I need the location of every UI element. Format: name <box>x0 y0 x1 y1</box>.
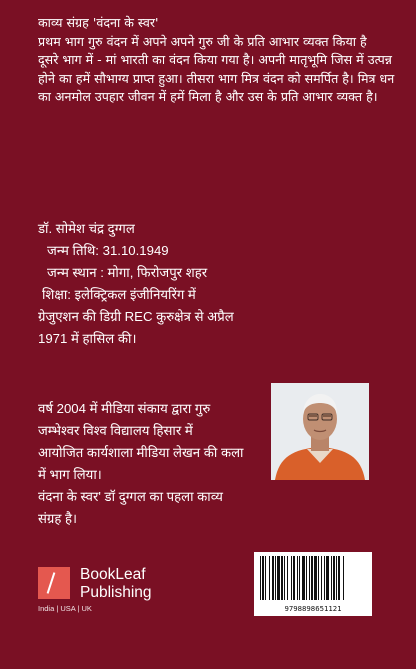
barcode-bars <box>258 556 368 602</box>
date-of-birth: जन्म तिथि: 31.10.1949 <box>47 243 169 258</box>
isbn-number: 9798898651121 <box>284 604 342 613</box>
publisher-logo <box>38 567 198 615</box>
publisher-name <box>80 566 152 602</box>
publisher-name-line-2: Publishing <box>80 584 152 601</box>
author-name: डॉ. सोमेश चंद्र दुग्गल <box>38 221 135 236</box>
intro-text <box>38 14 398 107</box>
media-line-3: आयोजित कार्यशाला मीडिया लेखन की कला <box>38 445 244 460</box>
education-line-1: शिक्षा: इलेक्ट्रिकल इंजीनियरिंग में <box>42 287 196 302</box>
isbn-barcode <box>254 552 372 616</box>
intro-line-1: काव्य संग्रह 'वंदना के स्वर' <box>38 15 159 30</box>
birthplace: जन्म स्थान : मोगा, फिरोजपुर शहर <box>47 265 208 280</box>
author-photo <box>271 383 369 480</box>
education-line-3: 1971 में हासिल की। <box>38 331 137 346</box>
intro-line-3: दूसरे भाग में - मां भारती का वंदन किया गया है। अपनी मातृभूमि जिस में उत्पन्न होने का हमें सौभाग्य प्राप्त हुआ। तीसरा भाग मित्र वंदन को समर्पित है। मित्र धन का अनमोल उपहार जीवन में हमें मिला है और उस के प्रति आभार व्यक्त है। <box>38 52 395 105</box>
publisher-name-line-1: BookLeaf <box>80 566 146 583</box>
author-bio <box>38 218 278 350</box>
bookleaf-mark-icon <box>38 567 70 599</box>
publisher-regions: India | USA | UK <box>38 604 92 613</box>
media-text <box>38 398 268 530</box>
media-line-1: वर्ष 2004 में मीडिया संकाय द्वारा गुरु <box>38 401 211 416</box>
author-portrait-illustration <box>271 383 369 480</box>
media-line-5: वंदना के स्वर' डॉ दुग्गल का पहला काव्य <box>38 489 223 504</box>
media-line-4: में भाग लिया। <box>38 467 102 482</box>
media-line-6: संग्रह है। <box>38 511 78 526</box>
education-line-2: ग्रेजुएशन की डिग्री REC कुरुक्षेत्र से अप्रैल <box>38 309 234 324</box>
media-line-2: जम्भेश्वर विश्व विद्यालय हिसार में <box>38 423 193 438</box>
intro-line-2: प्रथम भाग गुरु वंदन में अपने अपने गुरु जी के प्रति आभार व्यक्त किया है <box>38 33 367 49</box>
